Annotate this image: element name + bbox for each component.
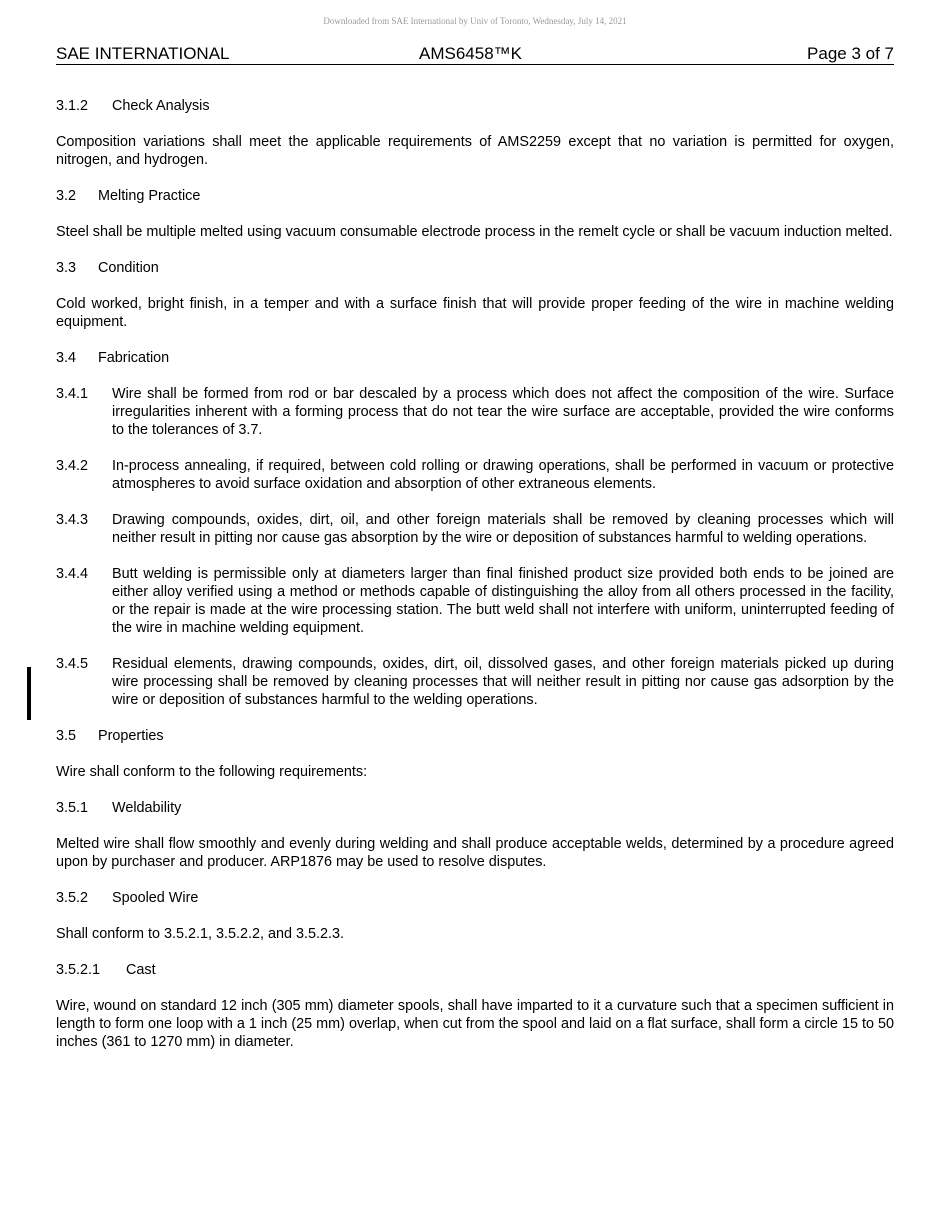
section-item-text: Residual elements, drawing compounds, oxides, dirt, oil, dissolved gases, and other foreign materials picked up during wire processing shall be removed by cleaning processes that will neither result in pitting nor cause gas adsorption by the wire or deposition of substances harmful to the welding operations.	[112, 656, 894, 708]
page-header	[56, 44, 894, 65]
section-number: 3.4	[56, 350, 77, 366]
header-org: SAE INTERNATIONAL	[56, 44, 230, 63]
section-heading-3-5-2	[56, 889, 894, 907]
section-item-3-4-5	[56, 655, 894, 709]
section-number: 3.5.1	[56, 800, 89, 816]
section-item-text: Butt welding is permissible only at diameters larger than final finished product size provided both ends to be joined are either alloy verified using a method or methods capable of distinguishing the alloy from all others processed in the facility, or the repair is made at the wire processing station. The butt weld shall not interfere with uniform, uninterrupted feeding of the wire in machine welding equipment.	[112, 566, 894, 636]
section-number: 3.4.4	[56, 566, 89, 582]
section-number: 3.4.3	[56, 512, 89, 528]
section-heading-3-4	[56, 349, 894, 367]
section-heading-3-5	[56, 727, 894, 745]
header-doc-number: AMS6458™K	[419, 44, 522, 63]
section-paragraph-3-2: Steel shall be multiple melted using vacuum consumable electrode process in the remelt cycle or shall be vacuum induction melted.	[56, 224, 893, 240]
section-title: Spooled Wire	[112, 890, 199, 906]
section-number: 3.1.2	[56, 98, 89, 114]
section-number: 3.5.2.1	[56, 962, 101, 978]
section-item-3-4-1	[56, 385, 894, 439]
section-title: Weldability	[112, 800, 182, 816]
download-note: Downloaded from SAE International by Univ of Toronto, Wednesday, July 14, 2021	[323, 16, 627, 26]
section-item-3-4-4	[56, 565, 894, 637]
section-paragraph-3-1-2: Composition variations shall meet the applicable requirements of AMS2259 except that no variation is permitted for oxygen, nitrogen, and hydrogen.	[56, 134, 894, 168]
section-item-3-4-2	[56, 457, 894, 493]
section-number: 3.5	[56, 728, 77, 744]
section-number: 3.4.1	[56, 386, 89, 402]
section-item-text: In-process annealing, if required, between cold rolling or drawing operations, shall be performed in vacuum or protective atmospheres to avoid surface oxidation and absorption of other extraneous elements.	[112, 458, 894, 492]
section-paragraph-3-3: Cold worked, bright finish, in a temper and with a surface finish that will provide proper feeding of the wire in machine welding equipment.	[56, 296, 894, 330]
document-body	[56, 97, 894, 1069]
section-title: Fabrication	[98, 350, 170, 366]
section-item-3-4-3	[56, 511, 894, 547]
header-page-number: Page 3 of 7	[807, 44, 894, 63]
section-number: 3.2	[56, 188, 77, 204]
section-paragraph-3-5-2-1: Wire, wound on standard 12 inch (305 mm) diameter spools, shall have imparted to it a curvature such that a specimen sufficient in length to form one loop with a 1 inch (25 mm) overlap, when cut from the spool and laid on a flat surface, shall form a circle 15 to 50 inches (361 to 1270 mm) in diameter.	[56, 998, 894, 1050]
section-item-text: Drawing compounds, oxides, dirt, oil, and other foreign materials shall be removed by cleaning processes which will neither result in pitting nor cause gas absorption by the wire or deposition of substances harmful to welding operations.	[112, 512, 894, 546]
section-title: Check Analysis	[112, 98, 210, 114]
section-heading-3-5-1	[56, 799, 894, 817]
section-heading-3-5-2-1	[56, 961, 894, 979]
section-title: Condition	[98, 260, 159, 276]
section-paragraph-3-5-2: Shall conform to 3.5.2.1, 3.5.2.2, and 3.5.2.3.	[56, 926, 345, 942]
section-title: Melting Practice	[98, 188, 201, 204]
section-heading-3-3	[56, 259, 894, 277]
revision-change-bar	[27, 667, 31, 720]
section-title: Properties	[98, 728, 164, 744]
section-number: 3.4.5	[56, 656, 89, 672]
section-paragraph-3-5: Wire shall conform to the following requirements:	[56, 764, 368, 780]
section-title: Cast	[126, 962, 156, 978]
section-number: 3.4.2	[56, 458, 89, 474]
section-number: 3.5.2	[56, 890, 89, 906]
section-paragraph-3-5-1: Melted wire shall flow smoothly and evenly during welding and shall produce acceptable welds, determined by a procedure agreed upon by purchaser and producer. ARP1876 may be used to resolve disputes.	[56, 836, 894, 870]
section-number: 3.3	[56, 260, 77, 276]
section-heading-3-2	[56, 187, 894, 205]
section-heading-3-1-2	[56, 97, 894, 115]
section-item-text: Wire shall be formed from rod or bar descaled by a process which does not affect the composition of the wire. Surface irregularities inherent with a forming process that do not tear the wire surface are acceptable, provided the wire conforms to the tolerances of 3.7.	[112, 386, 894, 438]
